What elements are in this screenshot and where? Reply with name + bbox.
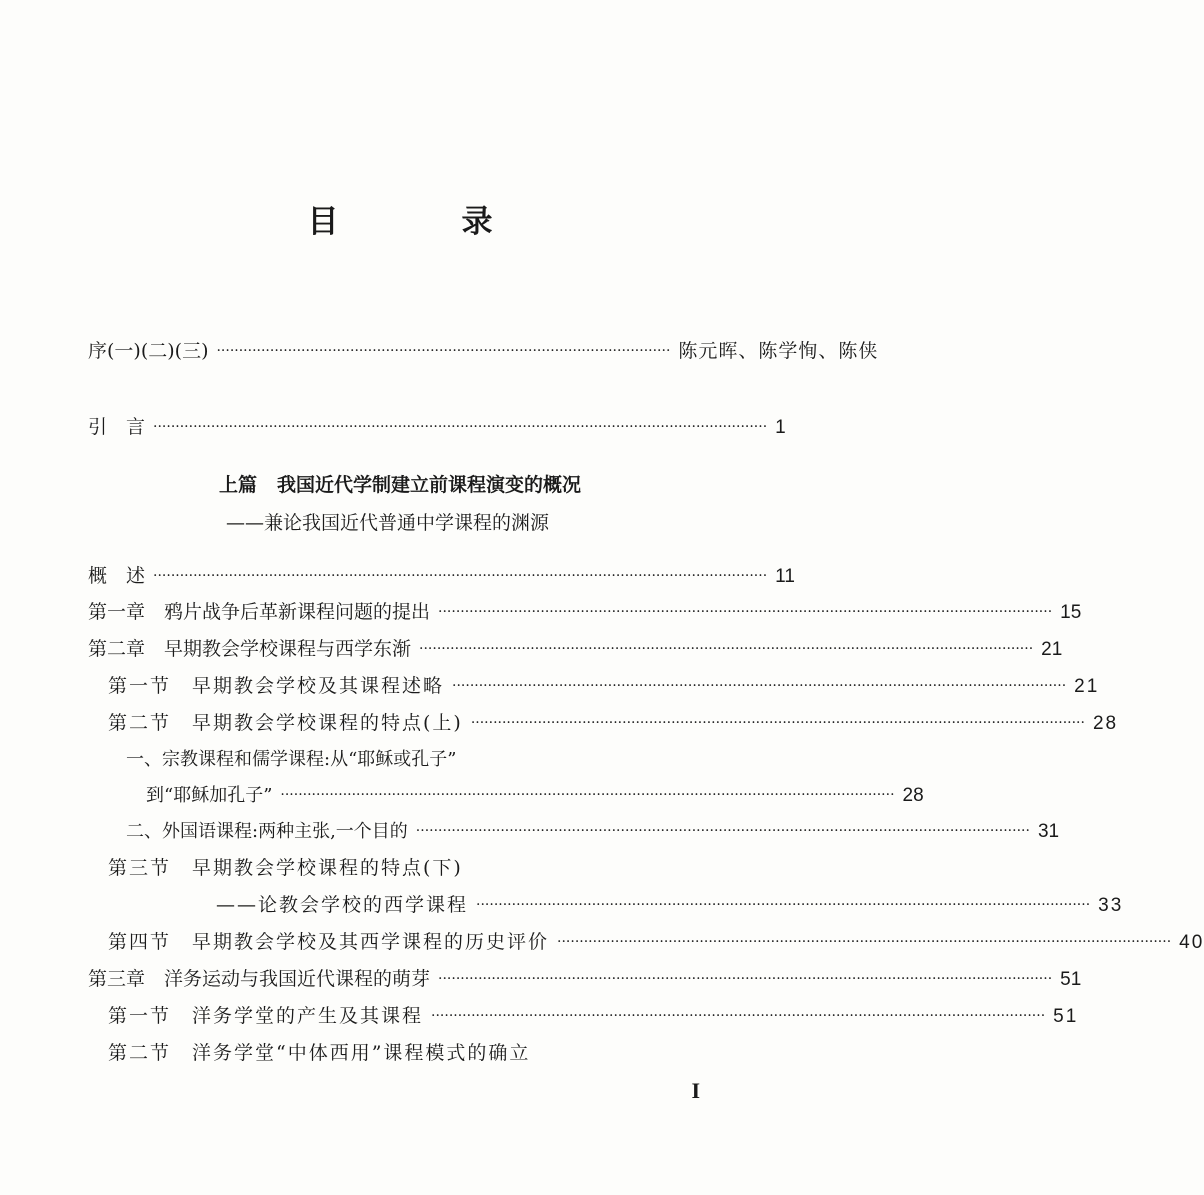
toc-entry-page: 51 [1060,969,1082,990]
toc-entry-label[interactable]: 第二节 洋务学堂“中体西用”课程模式的确立 [108,1042,531,1064]
toc-entry-page: 21 [1041,639,1063,660]
part-heading [0,470,800,497]
toc-entry-label: 二、外国语课程:两种主张,一个目的 [126,821,408,842]
part-prefix: 上篇 [218,474,257,496]
page-title: 目 录 [307,204,539,240]
dot-leader: ·········································································································································· [557,934,1172,950]
toc-entry-label: 第一节 洋务学堂的产生及其课程 [108,1005,424,1027]
toc-entry-page: 21 [1074,676,1100,697]
toc-entry[interactable] [126,817,1060,847]
toc-entry[interactable] [88,634,1063,664]
toc-entry-page: 28 [1092,713,1119,734]
dot-leader: ·········································································································································· [280,787,895,803]
dot-leader: ·········································································································································· [452,678,1067,694]
toc-entry[interactable] [146,781,924,811]
toc-entry-label[interactable]: 第三节 早期教会学校课程的特点(下) [108,857,463,879]
toc-entry-label: 第三章 洋务运动与我国近代课程的萌芽 [88,968,431,990]
toc-entry-label: 第一章 鸦片战争后革新课程问题的提出 [88,601,431,623]
toc-entry[interactable] [108,1001,1079,1031]
page-folio: I [691,1078,700,1103]
toc-entry-label[interactable]: 一、宗教课程和儒学课程:从“耶稣或孔子” [126,749,457,770]
dot-leader: ·········································································································································· [438,604,1053,620]
toc-entry-introduction[interactable] [88,412,786,442]
toc-entry-preface[interactable] [88,336,879,366]
toc-entry[interactable] [88,597,1082,627]
toc-entry-label: 第一节 早期教会学校及其课程述略 [108,675,445,697]
toc-entry[interactable] [88,964,1082,994]
toc-entry-label: 序(一)(二)(三) [88,340,209,362]
toc-entry-authors: 陈元晖、陈学恂、陈侠 [678,340,879,362]
toc-entry[interactable] [108,671,1100,701]
toc-entry[interactable] [108,708,1119,738]
toc-entry-page: 40 [1179,932,1204,953]
toc-entry-label: 引 言 [88,416,146,438]
dot-leader: ·········································································································································· [153,568,768,584]
toc-entry[interactable] [88,561,795,591]
toc-entry-page: 11 [775,566,795,587]
part-title: 我国近代学制建立前课程演变的概况 [277,474,582,496]
toc-entry-page: 31 [1037,821,1060,842]
toc-entry-label: 第四节 早期教会学校及其西学课程的历史评价 [108,931,550,953]
part-subtitle: ——兼论我国近代普通中学课程的渊源 [226,512,550,534]
toc-entry-page: 15 [1060,602,1082,623]
dot-leader: ······································································································ [216,343,671,359]
dot-leader: ·········································································································································· [438,971,1053,987]
dot-leader: ·········································································································································· [153,419,768,435]
toc-entry-label: 第二节 早期教会学校课程的特点(上) [108,712,463,734]
toc-entry-page: 33 [1098,895,1124,916]
toc-entry-label: 到“耶稣加孔子” [146,785,273,806]
dot-leader: ·········································································································································· [476,897,1091,913]
dot-leader: ·········································································································································· [415,823,1030,839]
toc-entry[interactable] [216,890,1124,920]
toc-entry[interactable] [108,927,1204,957]
toc-entry-page: 51 [1053,1006,1079,1027]
dot-leader: ·········································································································································· [419,641,1034,657]
dot-leader: ·········································································································································· [431,1008,1046,1024]
toc-entry-label: ——论教会学校的西学课程 [216,894,469,916]
dot-leader: ·········································································································································· [470,715,1085,731]
toc-entry-page: 28 [902,785,924,806]
toc-entry-label: 概 述 [88,565,146,587]
toc-entry-page: 1 [775,417,786,438]
toc-entry-label: 第二章 早期教会学校课程与西学东渐 [88,638,412,660]
